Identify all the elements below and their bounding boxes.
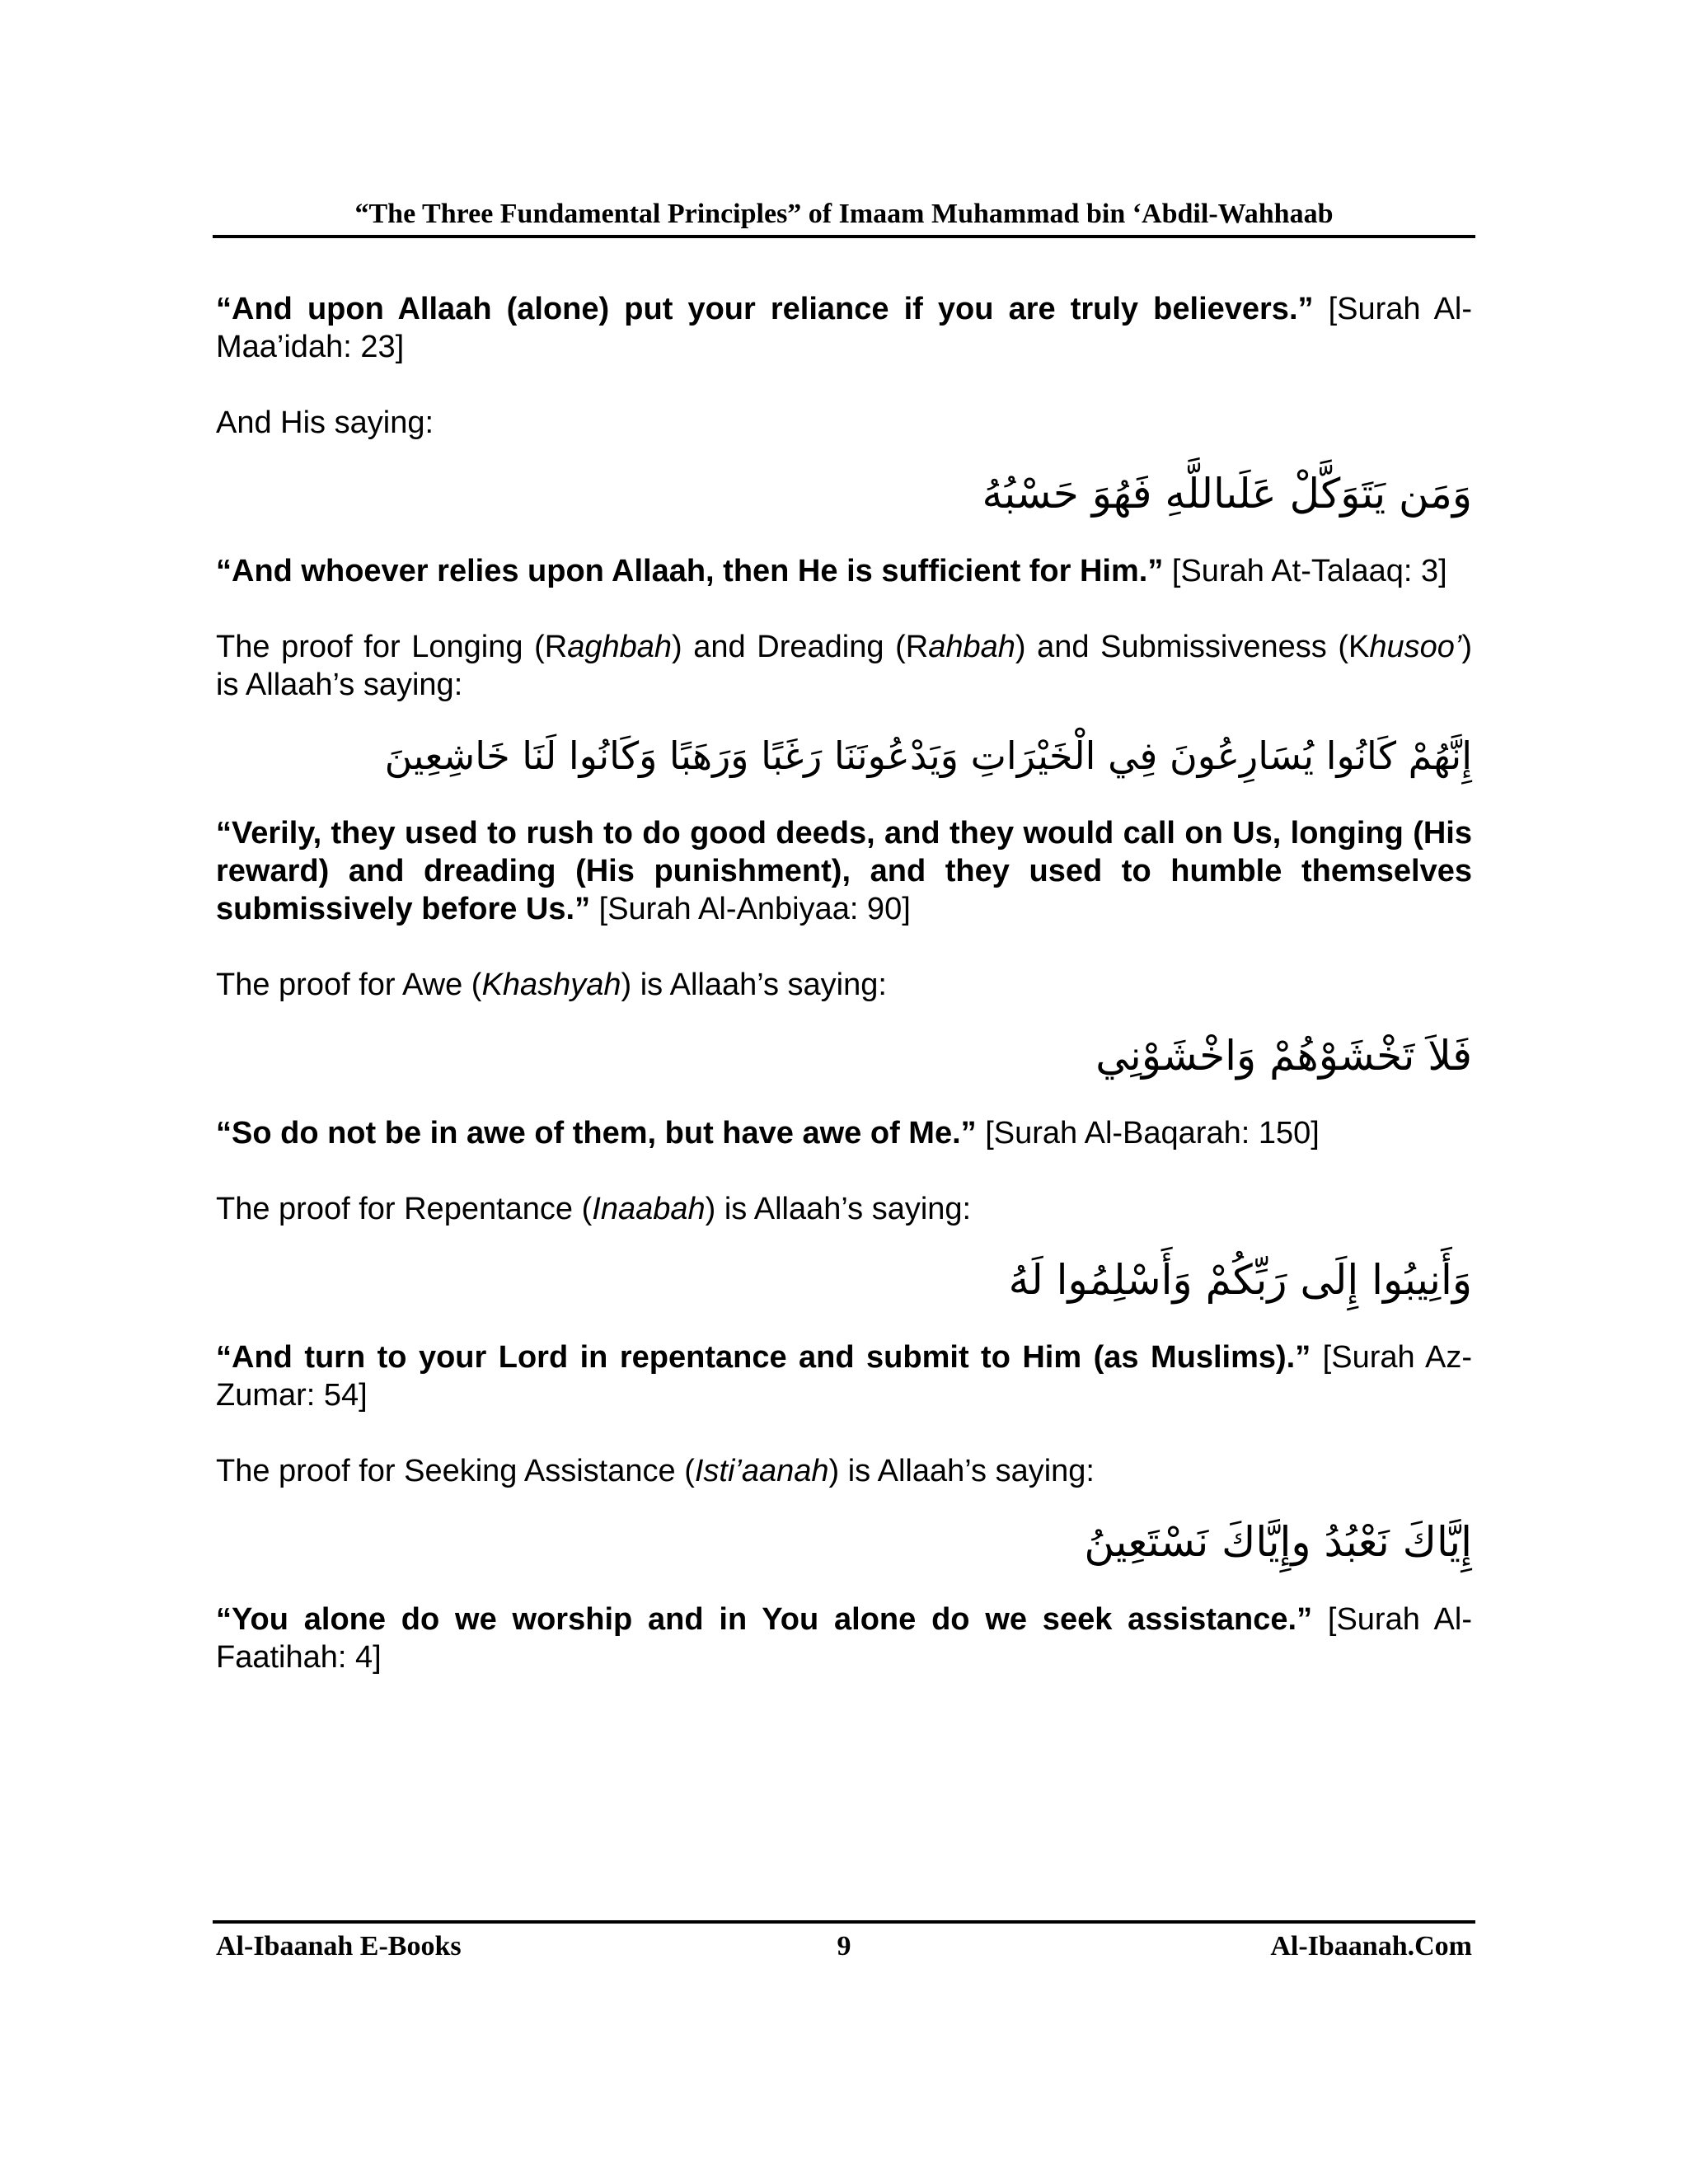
quote-text: “And upon Allaah (alone) put your reliance if you are truly believers.” bbox=[216, 292, 1314, 326]
quote-reference: [Surah Al-Faatihah: 4] bbox=[216, 1602, 1472, 1675]
quote-reference: [Surah Al-Anbiyaa: 90] bbox=[590, 892, 911, 926]
quote-translation bbox=[216, 1114, 1472, 1152]
quote-reference: [Surah Al-Baqarah: 150] bbox=[976, 1116, 1320, 1151]
quote-text: “And whoever relies upon Allaah, then He is sufficient for Him.” bbox=[216, 554, 1164, 588]
paragraph: The proof for Repentance (Inaabah) is Allaah’s saying: bbox=[216, 1192, 972, 1226]
page-body bbox=[216, 290, 1472, 1676]
paragraph: The proof for Longing (Raghbah) and Dreading (Rahbah) and Submissiveness (Khusoo’) is Allaah’s saying: bbox=[216, 630, 1472, 702]
quote-translation bbox=[216, 552, 1472, 590]
footer-divider bbox=[213, 1920, 1475, 1924]
quote-reference: [Surah Al-Maa’idah: 23] bbox=[216, 292, 1473, 364]
arabic-verse: وَمَن يَتَوَكَّلْ عَلَىاللَّهِ فَهُوَ حَسْبُهُ bbox=[982, 470, 1472, 518]
arabic-verse: فَلاَ تَخْشَوْهُمْ وَاخْشَوْنِي bbox=[1095, 1032, 1472, 1080]
quote-text: “So do not be in awe of them, but have awe of Me.” bbox=[216, 1116, 977, 1151]
paragraph: And His saying: bbox=[216, 405, 434, 440]
footer-publisher: Al-Ibaanah E-Books bbox=[216, 1931, 462, 1961]
page-number: 9 bbox=[837, 1931, 851, 1961]
arabic-verse: إِيَّاكَ نَعْبُدُ وإِيَّاكَ نَسْتَعِينُ bbox=[1084, 1518, 1472, 1566]
quote-text: “And turn to your Lord in repentance and submit to Him (as Muslims).” bbox=[216, 1340, 1311, 1375]
footer-website: Al-Ibaanah.Com bbox=[1270, 1931, 1472, 1961]
arabic-verse: وَأَنِيبُوا إِلَى رَبِّكُمْ وَأَسْلِمُوا لَهُ bbox=[1008, 1256, 1472, 1304]
paragraph: The proof for Awe (Khashyah) is Allaah’s saying: bbox=[216, 968, 887, 1002]
quote-translation bbox=[216, 1338, 1472, 1414]
running-header: “The Three Fundamental Principles” of Imaam Muhammad bin ‘Abdil-Wahhaab bbox=[354, 199, 1334, 229]
quote-translation bbox=[216, 290, 1472, 366]
quote-text: “You alone do we worship and in You alone do we seek assistance.” bbox=[216, 1602, 1313, 1637]
quote-translation bbox=[216, 814, 1472, 928]
quote-translation bbox=[216, 1601, 1472, 1676]
quote-reference: [Surah At-Talaaq: 3] bbox=[1163, 554, 1447, 588]
header-divider bbox=[213, 235, 1475, 238]
quote-text: “Verily, they used to rush to do good deeds, and they would call on Us, longing (His reward) and dreading (His punishment), and they used to humble themselves submissively before Us.” bbox=[216, 816, 1472, 926]
arabic-verse: إِنَّهُمْ كَانُوا يُسَارِعُونَ فِي الْخَيْرَاتِ وَيَدْعُونَنَا رَغَبًا وَرَهَبًا وَكَانُوا لَنَا خَاشِعِينَ bbox=[384, 733, 1472, 778]
paragraph: The proof for Seeking Assistance (Isti’aanah) is Allaah’s saying: bbox=[216, 1454, 1095, 1488]
quote-reference: [Surah Az-Zumar: 54] bbox=[216, 1340, 1472, 1413]
